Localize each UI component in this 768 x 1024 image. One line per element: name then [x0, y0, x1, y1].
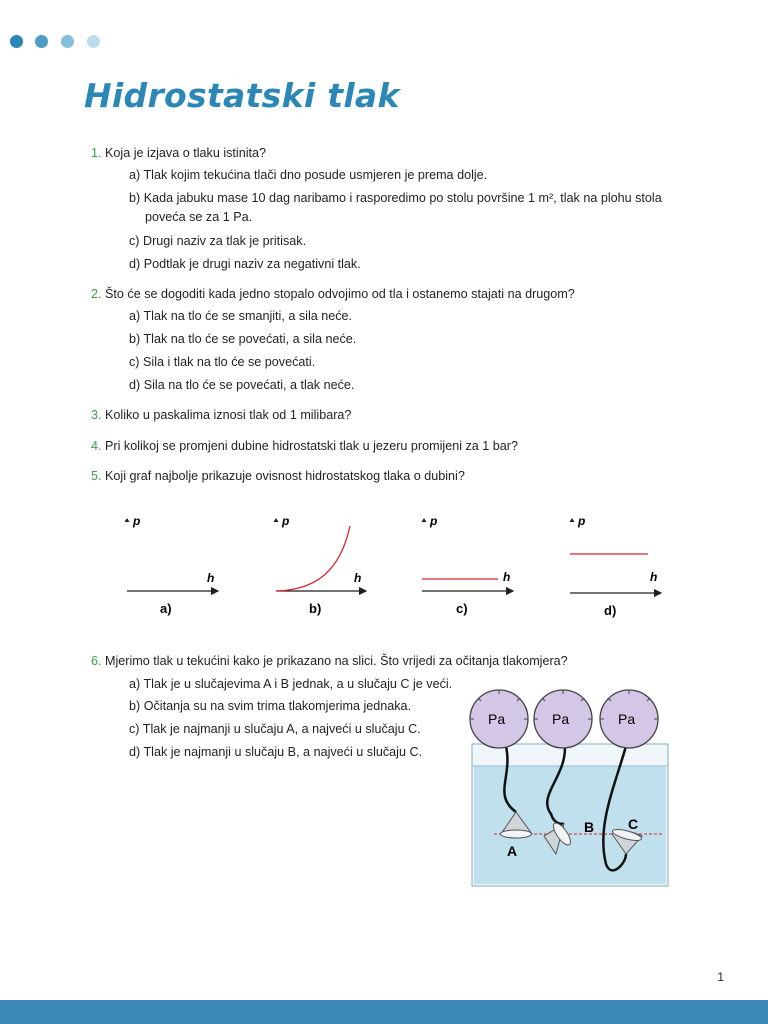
x-axis-label: h [650, 570, 658, 584]
gauge-a [470, 690, 528, 748]
graph-label: a) [160, 601, 172, 616]
question-number: 1. [91, 146, 102, 160]
x-axis-label: h [503, 570, 511, 584]
option: c) Tlak je najmanji u slučaju A, a najveći u slučaju C. [129, 722, 421, 736]
page-number: 1 [717, 970, 724, 984]
probe-label-c: C [628, 816, 639, 832]
probe-a-opening [501, 830, 532, 838]
question-6 [91, 653, 568, 670]
question-text: Mjerimo tlak u tekućini kako je prikazano na slici. Što vrijedi za očitanja tlakomjera? [105, 654, 568, 668]
question-text: Pri kolikoj se promjeni dubine hidrostatski tlak u jezeru promijeni za 1 bar? [105, 439, 519, 453]
y-axis-arrow-icon [125, 518, 130, 522]
y-axis-label: p [430, 514, 438, 528]
header-dot [35, 35, 48, 48]
x-axis-label: h [354, 571, 362, 585]
probe-label-b: B [584, 819, 595, 835]
probe-label-a: A [507, 843, 518, 859]
gauge-label: Pa [618, 711, 636, 727]
option: d) Sila na tlo će se povećati, a tlak neće. [129, 378, 355, 392]
option: d) Podtlak je drugi naziv za negativni tlak. [129, 257, 361, 271]
gauge-b [534, 690, 592, 748]
header-dot [61, 35, 74, 48]
graph-a [125, 514, 219, 616]
gauge-label: Pa [552, 711, 570, 727]
option-continued: poveća se za 1 Pa. [145, 210, 253, 224]
graph-label: d) [604, 603, 617, 618]
question-number: 2. [91, 287, 102, 301]
question-5 [91, 468, 465, 485]
y-axis-label: p [282, 514, 290, 528]
graph-label: c) [456, 601, 468, 616]
pressure-apparatus [466, 684, 676, 890]
option: b) Očitanja su na svim trima tlakomjerima jednaka. [129, 699, 412, 713]
header-dot [10, 35, 23, 48]
graph-label: b) [309, 601, 322, 616]
x-axis-label: h [207, 571, 215, 585]
question-text: Koliko u paskalima iznosi tlak od 1 milibara? [105, 408, 352, 422]
y-axis-label: p [578, 514, 586, 528]
gauge-label: Pa [488, 711, 506, 727]
question-2 [91, 286, 575, 303]
option: d) Tlak je najmanji u slučaju B, a najveći u slučaju C. [129, 745, 423, 759]
option: a) Tlak je u slučajevima A i B jednak, a u slučaju C je veći. [129, 677, 453, 691]
page-title: Hidrostatski tlak [84, 76, 400, 115]
y-axis-arrow-icon [422, 518, 427, 522]
gauge-c [600, 690, 658, 748]
curve [276, 526, 350, 591]
question-3 [91, 407, 351, 424]
y-axis-label: p [133, 514, 141, 528]
question-number: 3. [91, 408, 102, 422]
option: c) Sila i tlak na tlo će se povećati. [129, 355, 316, 369]
graph-b [274, 514, 367, 616]
question-text: Koja je izjava o tlaku istinita? [105, 146, 267, 160]
graph-d [570, 514, 662, 618]
graph-options [0, 500, 768, 635]
question-text: Koji graf najbolje prikazuje ovisnost hidrostatskog tlaka o dubini? [105, 469, 465, 483]
footer-bar [0, 1000, 768, 1024]
question-1 [91, 145, 266, 162]
option: a) Tlak na tlo će se smanjiti, a sila neće. [129, 309, 353, 323]
question-number: 6. [91, 654, 102, 668]
header-dot [87, 35, 100, 48]
y-axis-arrow-icon [570, 518, 575, 522]
question-number: 4. [91, 439, 102, 453]
question-text: Što će se dogoditi kada jedno stopalo odvojimo od tla i ostanemo stajati na drugom? [105, 287, 575, 301]
option: a) Tlak kojim tekućina tlači dno posude usmjeren je prema dolje. [129, 168, 488, 182]
option: b) Tlak na tlo će se povećati, a sila neće. [129, 332, 357, 346]
graph-c [422, 514, 514, 616]
option: c) Drugi naziv za tlak je pritisak. [129, 234, 307, 248]
question-number: 5. [91, 469, 102, 483]
option: b) Kada jabuku mase 10 dag naribamo i rasporedimo po stolu površine 1 m², tlak na plohu stola [129, 191, 662, 205]
y-axis-arrow-icon [274, 518, 279, 522]
question-4 [91, 438, 518, 455]
